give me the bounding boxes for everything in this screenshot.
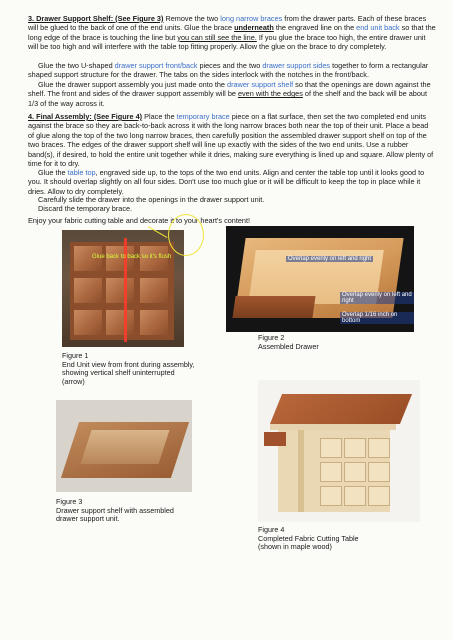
cubby-cell [344, 486, 366, 506]
drawer-front [232, 296, 315, 318]
highlight-circle [168, 214, 204, 256]
figure1-photo [62, 230, 184, 347]
emphasis: you can still see the line. [177, 32, 257, 42]
text-run: Glue the two U-shaped [38, 61, 115, 70]
closing-line: Enjoy your fabric cutting table and decorate it to your heart's content! [28, 216, 251, 225]
part-name: end unit back [356, 23, 400, 33]
emphasis: even with the edges [237, 89, 303, 99]
cubby-cell [106, 310, 134, 335]
cubby-cell [344, 438, 366, 458]
text-run: pieces and the two [197, 61, 263, 70]
figure4-caption: Figure 4 Completed Fabric Cutting Table (shown in maple wood) [258, 525, 359, 552]
section3-paragraph1 [28, 14, 436, 52]
section3-heading: 3. Drawer Support Shelf: (See Figure 3) [28, 14, 164, 23]
section3-paragraph3 [28, 80, 436, 108]
figure2-annotation: Overlap evenly on left and right [340, 292, 414, 304]
table-top [270, 394, 412, 424]
section3-paragraph2 [28, 61, 436, 80]
text-run: , engraved side up, to the tops of the two end units. Align and center the table top until it looks good to you. It should overlap slightly on all four sides. Don't use too much glue or it will be difficult to keep the top in place while it dries. Allow to dry completely. [28, 168, 425, 196]
text-run: of the shelf and the back will be about 1/3 of the way across it. [28, 89, 428, 108]
section4-heading: 4. Final Assembly: (See Figure 4) [28, 112, 143, 121]
figure3-photo [56, 400, 192, 492]
text-run: so that the openings are down against the shelf. The front and sides of the drawer support assembly will be [28, 80, 431, 99]
part-name: table top [67, 168, 96, 177]
cubby-end-unit [278, 430, 390, 512]
text-run: Place the [142, 112, 177, 121]
text-run: Glue the [38, 168, 68, 177]
cubby-cell [344, 462, 366, 482]
part-name: drawer support sides [262, 61, 331, 70]
text-run: Remove the two [163, 14, 221, 23]
text-run: so that the long edge of the brace is touching the line but [28, 23, 436, 42]
figure1-caption: Figure 1 End Unit view from front during assembly, showing vertical shelf uninterrupted (arrow) [62, 351, 195, 386]
figure2-photo [226, 226, 414, 332]
cubby-cell [74, 278, 102, 303]
text-run: from the drawer parts. Each of these braces will be glued to the back of one of the end units. Glue the brace [28, 14, 427, 33]
part-name: long narrow braces [220, 14, 283, 23]
section4-paragraph2 [28, 168, 436, 196]
section4-paragraph3: Carefully slide the drawer into the openings in the drawer support unit. [38, 195, 265, 204]
cubby-cell [368, 438, 390, 458]
section4-paragraph4: Discard the temporary brace. [38, 204, 133, 213]
text-run: Glue the drawer support assembly you just made onto the [38, 80, 228, 89]
cubby-cell [140, 310, 168, 335]
figure2-annotation: Overlap 1/16 inch on bottom [340, 312, 414, 324]
cubby-cell [320, 462, 342, 482]
part-name: temporary brace [176, 112, 230, 121]
part-name: drawer support shelf [227, 80, 294, 89]
figure2-annotation: Overlap evenly on left and right [288, 256, 372, 262]
cubby-cell [106, 278, 134, 303]
figure1-annotation: Glue back to back so it's flush [92, 254, 172, 260]
drawer-support-unit [80, 430, 169, 464]
section4-paragraph1 [28, 112, 436, 168]
table-leg [298, 430, 304, 512]
cubby-cell [74, 310, 102, 335]
emphasis: underneath [234, 23, 274, 33]
cubby-cell [320, 486, 342, 506]
text-run: piece on a flat surface, then set the two completed end units against the brace so they are back-to-back across it with the long narrow braces both near the top of their unit. Place a bead of glue along the top of the two long narrow braces, then carefully position the assembled drawer support shelf on top of the two braces. The edges of the drawer support shelf will line up exactly with the sides of the two end units. Use a rubber band(s), if desired, to hold the entire unit together while it dries, making sure everything is lined up and square. Allow plenty of time for it to dry. [28, 112, 434, 169]
part-name: drawer support front/back [114, 61, 198, 70]
text-run: If you glue the brace too high, the entire drawer unit will be too high and will interfere with the table top fitting properly. Allow the glue on the brace to dry completely. [28, 32, 426, 52]
cubby-cell [320, 438, 342, 458]
text-run: the engraved line on the [273, 23, 357, 33]
figure4-photo [258, 380, 420, 522]
figure3-caption: Figure 3 Drawer support shelf with assembled drawer support unit. [56, 497, 174, 524]
cubby-cell [140, 278, 168, 303]
figure2-caption: Figure 2 Assembled Drawer [258, 333, 319, 351]
cubby-cell [368, 462, 390, 482]
text-run: together to form a rectangular shaped support structure for the drawer. The tabs on the sides interlock with the notches in the front/back. [28, 61, 429, 80]
table-drawer [264, 432, 286, 446]
cubby-cell [368, 486, 390, 506]
